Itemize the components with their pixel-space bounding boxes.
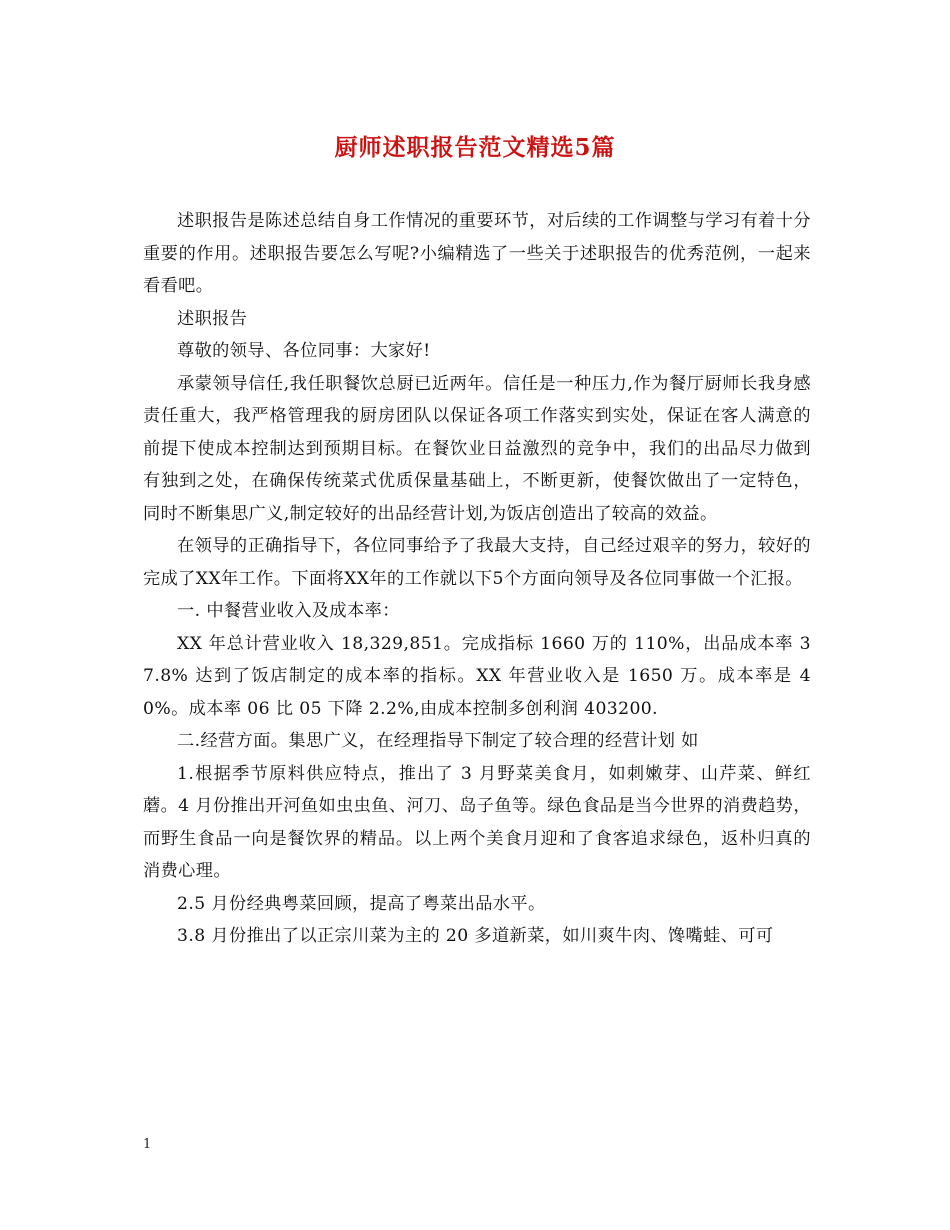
paragraph-item-two: 2.5 月份经典粤菜回顾，提高了粤菜出品水平。 [177, 893, 546, 914]
paragraph-section-one-heading: 一. 中餐营业收入及成本率： [177, 601, 400, 621]
paragraph-section-two-heading: 二.经营方面。集思广义，在经理指导下制定了较合理的经营计划 如 [177, 731, 699, 751]
paragraph-heading: 述职报告 [177, 308, 248, 329]
paragraph-background: 承蒙领导信任,我任职餐饮总厨已近两年。信任是一种压力,作为餐厅厨师长我身感责任重大，我严格管理我的厨房团队以保证各项工作落实到实处，保证在客人满意的前提下使成本控制达到预期目标。在餐饮业日益激烈的竞争中，我们的出品尽力做到有独到之处，在确保传统菜式优质保量基础上，不断更新，使餐饮做出了一定特色，同时不断集思广义,制定较好的出品经营计划,为饭店创造出了较高的效益。 [143, 373, 811, 524]
document-body [143, 205, 811, 953]
paragraph-item-three: 3.8 月份推出了以正宗川菜为主的 20 多道新菜，如川爽牛肉、馋嘴蛙、可可 [177, 926, 774, 946]
paragraph-greeting: 尊敬的领导、各位同事：大家好! [177, 341, 431, 361]
paragraph-revenue: XX 年总计营业收入 18,329,851。完成指标 1660 万的 110%，出品成本率 37.8% 达到了饭店制定的成本率的指标。XX 年营业收入是 1650 万。成本率是 40%。成本率 06 比 05 下降 2.2%,由成本控制多创利润 403200. [143, 633, 811, 719]
paragraph-item-one: 1.根据季节原料供应特点，推出了 3 月野菜美食月，如刺嫩芽、山芹菜、鲜红蘑。4 月份推出开河鱼如虫虫鱼、河刀、岛子鱼等。绿色食品是当今世界的消费趋势，而野生食品一向是餐饮界的精品。以上两个美食月迎和了食客追求绿色，返朴归真的消费心理。 [143, 763, 811, 881]
paragraph-summary: 在领导的正确指导下，各位同事给予了我最大支持，自己经过艰辛的努力，较好的完成了XX年工作。下面将XX年的工作就以下5个方面向领导及各位同事做一个汇报。 [143, 536, 811, 589]
page-number: 1 [143, 1137, 152, 1152]
paragraph-intro: 述职报告是陈述总结自身工作情况的重要环节，对后续的工作调整与学习有着十分重要的作用。述职报告要怎么写呢?小编精选了一些关于述职报告的优秀范例，一起来看看吧。 [143, 211, 811, 296]
document-title: 厨师述职报告范文精选5篇 [334, 134, 616, 161]
